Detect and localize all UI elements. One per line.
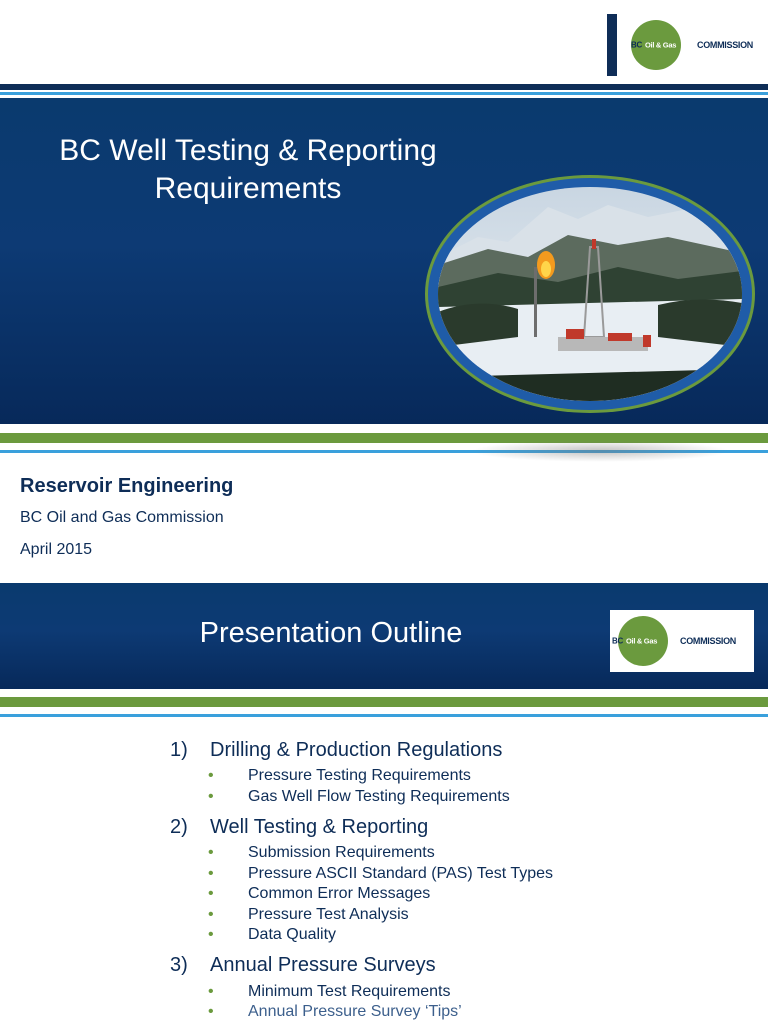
bullet-icon: • — [208, 926, 214, 943]
logo-text-bc: BC — [612, 636, 623, 646]
section-heading — [170, 736, 730, 764]
logo-text-commission: COMMISSION — [697, 40, 754, 50]
item-text: Minimum Test Requirements — [248, 982, 451, 1000]
section-title: Annual Pressure Surveys — [210, 954, 436, 976]
bullet-icon: • — [208, 1003, 214, 1020]
outline-rule-light-top — [0, 691, 768, 694]
section-heading — [170, 952, 730, 980]
well-site-photo-frame — [428, 178, 752, 410]
item-text: Common Error Messages — [248, 885, 431, 902]
logo-mark — [617, 14, 757, 76]
bullet-icon: • — [208, 787, 214, 805]
item-text: Submission Requirements — [248, 844, 435, 861]
bullet-icon: • — [208, 844, 214, 861]
section-items — [170, 843, 730, 946]
bullet-icon: • — [208, 885, 214, 902]
outline-section — [170, 736, 730, 807]
date-label: April 2015 — [20, 541, 93, 558]
section-number: 3) — [170, 954, 188, 976]
top-rule-light — [0, 92, 768, 95]
slide-title: BC Well Testing & Reporting Requirements — [59, 134, 437, 205]
logo-text-oil-gas: Oil & Gas — [626, 636, 658, 646]
logo-text-commission: COMMISSION — [680, 636, 737, 646]
commission-logo — [607, 14, 757, 76]
section-number: 2) — [170, 815, 188, 838]
organization-label: BC Oil and Gas Commission — [20, 509, 224, 526]
item-text: Pressure Testing Requirements — [248, 767, 471, 784]
outline-slide — [0, 583, 768, 1024]
item-text: Pressure Test Analysis — [248, 905, 409, 923]
well-site-photo — [438, 187, 742, 401]
bullet-icon: • — [208, 767, 214, 784]
list-item — [170, 864, 730, 885]
top-rule-dark — [0, 84, 768, 90]
bullet-icon: • — [208, 982, 214, 1000]
list-item — [170, 884, 730, 905]
commission-logo-small — [610, 610, 754, 672]
list-item — [170, 982, 730, 1003]
logo-bar — [607, 14, 617, 76]
list-item — [170, 1002, 730, 1023]
section-title: Well Testing & Reporting — [210, 815, 429, 838]
outline-section — [170, 952, 730, 1023]
bullet-icon: • — [208, 905, 214, 923]
item-text: Data Quality — [248, 926, 337, 943]
bullet-icon: • — [208, 864, 214, 882]
section-items — [170, 766, 730, 807]
section-heading — [170, 813, 730, 841]
band-rule-light — [0, 426, 768, 429]
department-label: Reservoir Engineering — [20, 475, 234, 497]
list-item — [170, 766, 730, 787]
item-text: Gas Well Flow Testing Requirements — [248, 787, 510, 805]
outline-section — [170, 813, 730, 946]
list-item — [170, 843, 730, 864]
section-number: 1) — [170, 738, 188, 761]
section-title: Drilling & Production Regulations — [210, 738, 503, 761]
outline-title: Presentation Outline — [199, 617, 463, 649]
item-text: Annual Pressure Survey ‘Tips’ — [248, 1003, 462, 1020]
photo-shadow — [470, 440, 730, 462]
logo-text-bc: BC — [631, 40, 642, 50]
item-text: Pressure ASCII Standard (PAS) Test Types — [248, 864, 554, 882]
outline-list — [170, 736, 730, 1024]
list-item — [170, 787, 730, 808]
list-item — [170, 925, 730, 946]
section-items — [170, 982, 730, 1023]
logo-mark — [610, 610, 754, 672]
outline-rule-blue — [0, 714, 768, 717]
logo-text-oil-gas: Oil & Gas — [645, 40, 677, 50]
outline-rule-green — [0, 697, 768, 707]
list-item — [170, 905, 730, 926]
